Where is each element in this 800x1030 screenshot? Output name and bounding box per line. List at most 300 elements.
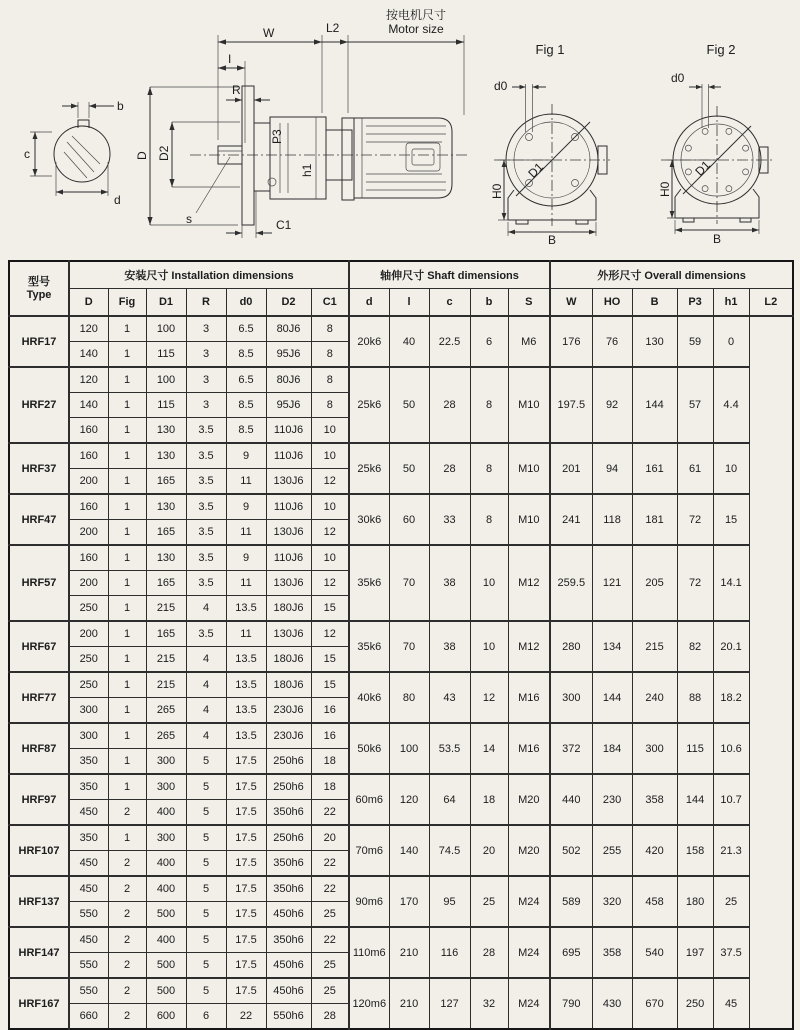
cell-P3: 180	[677, 876, 713, 927]
cell-D1: 165	[146, 469, 186, 495]
cell-C1: 25	[311, 953, 349, 979]
cell-D1: 500	[146, 978, 186, 1004]
cell-Fig: 1	[108, 571, 146, 596]
cell-D2: 450h6	[266, 902, 311, 928]
cell-D1: 130	[146, 545, 186, 571]
cell-D2: 250h6	[266, 749, 311, 775]
cell-d: 30k6	[349, 494, 389, 545]
cell-W: 589	[550, 876, 592, 927]
cell-R: 4	[186, 698, 226, 724]
cell-Fig: 2	[108, 1004, 146, 1030]
cell-C1: 22	[311, 876, 349, 902]
cell-D1: 265	[146, 723, 186, 749]
cell-HO: 144	[592, 672, 632, 723]
column-header-l: l	[389, 289, 429, 317]
cell-P3: 115	[677, 723, 713, 774]
cell-b: 10	[470, 545, 508, 621]
cell-d0: 17.5	[226, 953, 266, 979]
cell-l: 70	[389, 621, 429, 672]
cell-c: 64	[429, 774, 470, 825]
fig2-lines	[661, 84, 773, 234]
cell-l: 170	[389, 876, 429, 927]
cell-D: 350	[69, 825, 108, 851]
cell-type: HRF87	[9, 723, 69, 774]
cell-D2: 110J6	[266, 494, 311, 520]
cell-W: 502	[550, 825, 592, 876]
dim-label-R: R	[232, 83, 241, 97]
cell-h1: 4.4	[713, 367, 749, 443]
cell-D2: 130J6	[266, 571, 311, 596]
cell-R: 3	[186, 367, 226, 393]
table-row	[9, 825, 793, 851]
cell-type: HRF107	[9, 825, 69, 876]
cell-d0: 17.5	[226, 902, 266, 928]
cell-D2: 180J6	[266, 647, 311, 673]
dimension-table	[8, 260, 794, 1030]
cell-Fig: 2	[108, 851, 146, 877]
cell-C1: 10	[311, 545, 349, 571]
cell-HO: 92	[592, 367, 632, 443]
cell-type: HRF67	[9, 621, 69, 672]
cell-R: 6	[186, 1004, 226, 1030]
table-row	[9, 723, 793, 749]
cell-d0: 9	[226, 443, 266, 469]
cell-W: 197.5	[550, 367, 592, 443]
cell-R: 4	[186, 723, 226, 749]
cell-d: 25k6	[349, 367, 389, 443]
cell-b: 8	[470, 367, 508, 443]
cell-d0: 8.5	[226, 393, 266, 418]
dim-label-W: W	[263, 26, 275, 40]
cell-D2: 80J6	[266, 316, 311, 342]
cell-b: 32	[470, 978, 508, 1029]
cell-C1: 25	[311, 902, 349, 928]
cell-R: 5	[186, 749, 226, 775]
cell-S: M10	[508, 367, 550, 443]
cell-P3: 72	[677, 494, 713, 545]
cell-P3: 158	[677, 825, 713, 876]
cell-S: M16	[508, 672, 550, 723]
cell-D: 350	[69, 749, 108, 775]
fig1-lines	[494, 84, 610, 236]
cell-d0: 17.5	[226, 749, 266, 775]
cell-l: 50	[389, 367, 429, 443]
cell-D1: 130	[146, 418, 186, 444]
column-header-c: c	[429, 289, 470, 317]
cell-R: 5	[186, 825, 226, 851]
cell-D: 160	[69, 494, 108, 520]
cell-c: 28	[429, 443, 470, 494]
cell-D2: 130J6	[266, 469, 311, 495]
cell-c: 38	[429, 545, 470, 621]
cell-l: 120	[389, 774, 429, 825]
column-header-HO: HO	[592, 289, 632, 317]
cell-L2	[749, 316, 793, 1029]
cell-C1: 15	[311, 647, 349, 673]
cell-C1: 8	[311, 367, 349, 393]
cell-B: 161	[632, 443, 677, 494]
cell-B: 358	[632, 774, 677, 825]
header-installation-dimensions: 安装尺寸 Installation dimensions	[69, 261, 349, 289]
cell-D1: 300	[146, 774, 186, 800]
cell-h1: 10.6	[713, 723, 749, 774]
cell-D2: 130J6	[266, 621, 311, 647]
cell-C1: 22	[311, 800, 349, 826]
cell-Fig: 2	[108, 927, 146, 953]
cell-R: 5	[186, 902, 226, 928]
cell-R: 3	[186, 316, 226, 342]
table-row	[9, 494, 793, 520]
cell-D: 140	[69, 342, 108, 368]
cell-S: M20	[508, 825, 550, 876]
section-header-row	[9, 261, 793, 289]
cell-B: 215	[632, 621, 677, 672]
cell-l: 40	[389, 316, 429, 367]
cell-HO: 118	[592, 494, 632, 545]
cell-C1: 15	[311, 596, 349, 622]
cell-HO: 76	[592, 316, 632, 367]
cell-C1: 15	[311, 672, 349, 698]
cell-C1: 22	[311, 927, 349, 953]
cell-D: 250	[69, 672, 108, 698]
cell-D2: 110J6	[266, 443, 311, 469]
cell-P3: 61	[677, 443, 713, 494]
cell-c: 38	[429, 621, 470, 672]
cell-S: M12	[508, 621, 550, 672]
cell-l: 80	[389, 672, 429, 723]
fig2-flange-drawing	[645, 40, 800, 245]
cell-c: 22.5	[429, 316, 470, 367]
cell-D: 450	[69, 876, 108, 902]
cell-P3: 197	[677, 927, 713, 978]
table-row	[9, 672, 793, 698]
cell-h1: 20.1	[713, 621, 749, 672]
side-view-lines	[147, 35, 470, 238]
cell-HO: 94	[592, 443, 632, 494]
technical-drawings-area	[0, 0, 800, 258]
fig2-label-B: B	[712, 232, 722, 246]
cell-b: 8	[470, 443, 508, 494]
cell-S: M24	[508, 876, 550, 927]
cell-h1: 21.3	[713, 825, 749, 876]
cell-B: 670	[632, 978, 677, 1029]
cell-D: 160	[69, 545, 108, 571]
cell-Fig: 1	[108, 723, 146, 749]
cell-D2: 110J6	[266, 418, 311, 444]
cell-C1: 10	[311, 418, 349, 444]
dim-label-D: D	[135, 151, 149, 160]
cell-S: M20	[508, 774, 550, 825]
fig1-label-H0: H0	[490, 183, 504, 199]
cell-D1: 115	[146, 342, 186, 368]
cell-Fig: 1	[108, 698, 146, 724]
cell-D1: 215	[146, 596, 186, 622]
cell-type: HRF37	[9, 443, 69, 494]
cell-l: 100	[389, 723, 429, 774]
cell-C1: 16	[311, 723, 349, 749]
cell-P3: 88	[677, 672, 713, 723]
cell-c: 28	[429, 367, 470, 443]
cell-D2: 80J6	[266, 367, 311, 393]
cell-HO: 430	[592, 978, 632, 1029]
cell-d0: 8.5	[226, 418, 266, 444]
cell-h1: 15	[713, 494, 749, 545]
dim-label-C1: C1	[276, 218, 292, 232]
cell-Fig: 2	[108, 876, 146, 902]
cell-D: 120	[69, 367, 108, 393]
cell-Fig: 1	[108, 596, 146, 622]
cell-d0: 9	[226, 494, 266, 520]
cell-c: 127	[429, 978, 470, 1029]
table-row	[9, 443, 793, 469]
cell-D1: 215	[146, 672, 186, 698]
cell-S: M24	[508, 978, 550, 1029]
cell-R: 5	[186, 876, 226, 902]
cell-W: 695	[550, 927, 592, 978]
column-header-S: S	[508, 289, 550, 317]
cell-S: M24	[508, 927, 550, 978]
cell-d: 70m6	[349, 825, 389, 876]
cell-l: 70	[389, 545, 429, 621]
cell-Fig: 1	[108, 621, 146, 647]
cell-C1: 8	[311, 342, 349, 368]
cell-Fig: 2	[108, 978, 146, 1004]
column-header-d0: d0	[226, 289, 266, 317]
cell-D1: 500	[146, 902, 186, 928]
cell-S: M6	[508, 316, 550, 367]
cell-D: 450	[69, 927, 108, 953]
cell-d0: 13.5	[226, 698, 266, 724]
cell-h1: 10	[713, 443, 749, 494]
cell-d0: 11	[226, 571, 266, 596]
cell-type: HRF147	[9, 927, 69, 978]
cell-d: 90m6	[349, 876, 389, 927]
cell-C1: 12	[311, 520, 349, 546]
cell-B: 205	[632, 545, 677, 621]
cell-c: 95	[429, 876, 470, 927]
cell-Fig: 1	[108, 367, 146, 393]
cell-C1: 20	[311, 825, 349, 851]
cell-D: 200	[69, 621, 108, 647]
cell-D2: 180J6	[266, 596, 311, 622]
cell-l: 140	[389, 825, 429, 876]
cell-C1: 8	[311, 316, 349, 342]
cell-D2: 450h6	[266, 953, 311, 979]
column-header-D: D	[69, 289, 108, 317]
cell-R: 3.5	[186, 494, 226, 520]
cell-R: 5	[186, 927, 226, 953]
cell-D2: 230J6	[266, 723, 311, 749]
cell-B: 420	[632, 825, 677, 876]
cell-Fig: 1	[108, 469, 146, 495]
cell-D2: 180J6	[266, 672, 311, 698]
cell-R: 3.5	[186, 469, 226, 495]
cell-l: 210	[389, 927, 429, 978]
cell-D1: 400	[146, 927, 186, 953]
cell-W: 201	[550, 443, 592, 494]
cell-P3: 82	[677, 621, 713, 672]
cell-c: 74.5	[429, 825, 470, 876]
fig2-title: Fig 2	[706, 42, 736, 57]
column-header-B: B	[632, 289, 677, 317]
cell-d0: 17.5	[226, 876, 266, 902]
cell-type: HRF57	[9, 545, 69, 621]
cell-C1: 10	[311, 443, 349, 469]
motor-size-label-cn: 按电机尺寸	[385, 8, 447, 22]
cell-D1: 400	[146, 851, 186, 877]
cell-type: HRF47	[9, 494, 69, 545]
cell-D: 350	[69, 774, 108, 800]
cell-c: 33	[429, 494, 470, 545]
header-overall-dimensions: 外形尺寸 Overall dimensions	[550, 261, 793, 289]
cell-R: 5	[186, 953, 226, 979]
gearmotor-side-view-drawing	[130, 5, 482, 255]
cell-C1: 12	[311, 621, 349, 647]
column-header-D1: D1	[146, 289, 186, 317]
cell-d: 20k6	[349, 316, 389, 367]
cell-d0: 13.5	[226, 647, 266, 673]
cell-C1: 10	[311, 494, 349, 520]
cell-B: 540	[632, 927, 677, 978]
cell-d0: 17.5	[226, 851, 266, 877]
cell-W: 440	[550, 774, 592, 825]
cell-d0: 13.5	[226, 672, 266, 698]
cell-D1: 165	[146, 520, 186, 546]
cell-R: 5	[186, 851, 226, 877]
table-row	[9, 367, 793, 393]
cell-C1: 22	[311, 851, 349, 877]
cell-b: 6	[470, 316, 508, 367]
cell-R: 4	[186, 672, 226, 698]
cell-D1: 100	[146, 316, 186, 342]
cell-R: 3.5	[186, 545, 226, 571]
cell-Fig: 1	[108, 316, 146, 342]
cell-type: HRF27	[9, 367, 69, 443]
cell-d0: 6.5	[226, 316, 266, 342]
cell-C1: 12	[311, 469, 349, 495]
column-header-row	[9, 289, 793, 317]
cell-D2: 350h6	[266, 927, 311, 953]
cell-D1: 100	[146, 367, 186, 393]
cell-d0: 17.5	[226, 774, 266, 800]
cell-d0: 17.5	[226, 825, 266, 851]
cell-type: HRF137	[9, 876, 69, 927]
table-row	[9, 876, 793, 902]
cell-D1: 265	[146, 698, 186, 724]
cell-HO: 121	[592, 545, 632, 621]
column-header-C1: C1	[311, 289, 349, 317]
cell-W: 790	[550, 978, 592, 1029]
cell-B: 300	[632, 723, 677, 774]
cell-D1: 130	[146, 494, 186, 520]
cell-C1: 16	[311, 698, 349, 724]
dim-label-I: I	[228, 52, 232, 66]
cell-P3: 72	[677, 545, 713, 621]
cell-D1: 130	[146, 443, 186, 469]
cell-Fig: 2	[108, 953, 146, 979]
column-header-D2: D2	[266, 289, 311, 317]
table-header	[9, 261, 793, 316]
column-header-Fig: Fig	[108, 289, 146, 317]
cell-Fig: 1	[108, 774, 146, 800]
fig2-label-D1: D1	[692, 157, 714, 179]
cell-l: 210	[389, 978, 429, 1029]
cell-D1: 115	[146, 393, 186, 418]
cell-HO: 230	[592, 774, 632, 825]
fig1-label-d0: d0	[494, 79, 508, 93]
cell-D: 120	[69, 316, 108, 342]
cell-h1: 18.2	[713, 672, 749, 723]
cell-d: 35k6	[349, 621, 389, 672]
cell-Fig: 1	[108, 647, 146, 673]
table-row	[9, 774, 793, 800]
cell-d: 35k6	[349, 545, 389, 621]
cell-D: 200	[69, 469, 108, 495]
header-type	[9, 261, 69, 316]
cell-D1: 400	[146, 876, 186, 902]
cell-Fig: 1	[108, 672, 146, 698]
table-row	[9, 316, 793, 342]
cell-d: 50k6	[349, 723, 389, 774]
cell-Fig: 1	[108, 520, 146, 546]
cell-Fig: 1	[108, 825, 146, 851]
cell-R: 3.5	[186, 571, 226, 596]
header-type-cn: 型号	[28, 275, 50, 288]
cell-D: 550	[69, 902, 108, 928]
cell-Fig: 1	[108, 342, 146, 368]
cell-D: 300	[69, 698, 108, 724]
cell-Fig: 1	[108, 749, 146, 775]
cell-d: 60m6	[349, 774, 389, 825]
cell-type: HRF167	[9, 978, 69, 1029]
cell-D1: 300	[146, 825, 186, 851]
cell-h1: 10.7	[713, 774, 749, 825]
dim-label-L2: L2	[326, 21, 340, 35]
dim-label-P3: P3	[270, 129, 284, 144]
cell-S: M10	[508, 494, 550, 545]
table-row	[9, 927, 793, 953]
cell-D2: 350h6	[266, 800, 311, 826]
fig1-title: Fig 1	[535, 42, 565, 57]
cell-d: 40k6	[349, 672, 389, 723]
cell-D2: 95J6	[266, 393, 311, 418]
dim-label-D2: D2	[157, 145, 171, 161]
cell-C1: 25	[311, 978, 349, 1004]
cell-D2: 250h6	[266, 825, 311, 851]
cell-b: 20	[470, 825, 508, 876]
cell-type: HRF17	[9, 316, 69, 367]
cell-D2: 550h6	[266, 1004, 311, 1030]
cell-d0: 17.5	[226, 978, 266, 1004]
fig2-label-d0: d0	[671, 71, 685, 85]
cell-C1: 18	[311, 749, 349, 775]
cell-HO: 358	[592, 927, 632, 978]
cell-D: 160	[69, 418, 108, 444]
cell-d: 110m6	[349, 927, 389, 978]
cell-d0: 17.5	[226, 927, 266, 953]
cell-h1: 37.5	[713, 927, 749, 978]
dim-label-h1: h1	[300, 163, 314, 177]
cell-C1: 18	[311, 774, 349, 800]
cell-Fig: 1	[108, 393, 146, 418]
cell-HO: 134	[592, 621, 632, 672]
cell-c: 116	[429, 927, 470, 978]
cell-D2: 110J6	[266, 545, 311, 571]
column-header-P3: P3	[677, 289, 713, 317]
cell-h1: 45	[713, 978, 749, 1029]
cell-C1: 28	[311, 1004, 349, 1030]
cell-d0: 11	[226, 520, 266, 546]
